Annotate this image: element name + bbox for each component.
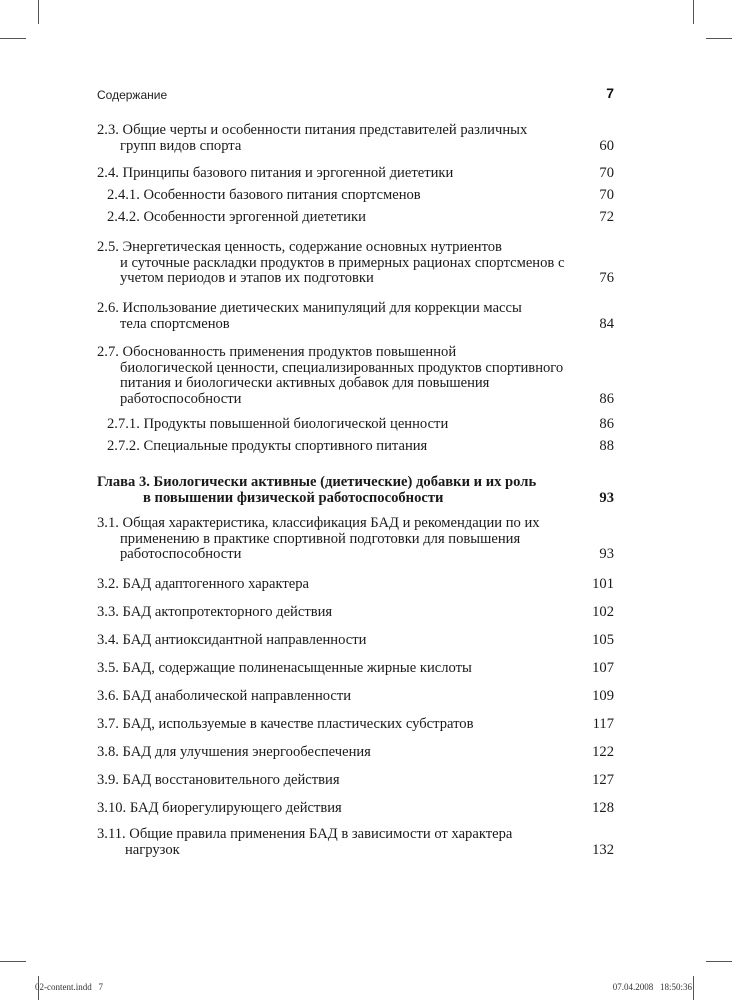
toc-entry-3-5[interactable] xyxy=(97,661,614,677)
crop-mark xyxy=(693,0,694,24)
toc-entry-title: 2.5. Энергетическая ценность, содержание основных нутриентов xyxy=(97,239,502,255)
toc-entry-title: 2.7.1. Продукты повышенной биологической ценности xyxy=(107,416,449,432)
toc-entry-title: 2.4.1. Особенности базового питания спортсменов xyxy=(107,187,421,203)
toc-entry-3-8[interactable] xyxy=(97,745,614,761)
crop-mark xyxy=(0,38,26,39)
toc-entry-title: 3.10. БАД биорегулирующего действия xyxy=(97,800,342,816)
toc-entry-page-number: 102 xyxy=(592,604,614,620)
toc-entry-2-4-1[interactable] xyxy=(97,188,614,204)
toc-entry-page-number: 132 xyxy=(592,841,614,858)
toc-entry-title: 3.2. БАД адаптогенного характера xyxy=(97,576,309,592)
footer-file-info: 02-content.indd 7 xyxy=(35,982,103,992)
toc-entry-2-6[interactable] xyxy=(97,301,614,332)
toc-entry-page-number: 117 xyxy=(592,716,614,732)
toc-entry-2-7[interactable] xyxy=(97,345,614,407)
toc-entry-page-number: 60 xyxy=(599,137,614,154)
toc-entry-title-continued: нагрузок xyxy=(125,841,180,858)
crop-mark xyxy=(693,976,694,1000)
toc-entry-3-10[interactable] xyxy=(97,801,614,817)
toc-entry-page-number: 93 xyxy=(599,489,614,506)
toc-entry-title: Глава 3. Биологически активные (диетические) добавки и их роль xyxy=(97,474,537,490)
crop-mark xyxy=(0,961,26,962)
toc-entry-3-1[interactable] xyxy=(97,516,614,563)
toc-entry-title: 2.4.2. Особенности эргогенной диететики xyxy=(107,209,366,225)
toc-entry-page-number: 70 xyxy=(599,187,614,203)
crop-mark xyxy=(38,0,39,24)
toc-entry-title-continued: в повышении физической работоспособности xyxy=(143,489,444,506)
toc-entry-title-continued: биологической ценности, специализированных продуктов спортивного питания и биологически активных добавок для повышения работоспособности xyxy=(120,359,564,407)
toc-entry-2-7-2[interactable] xyxy=(97,439,614,455)
toc-entry-title: 2.6. Использование диетических манипуляций для коррекции массы xyxy=(97,300,522,316)
running-head-title: Содержание xyxy=(97,88,168,102)
crop-mark xyxy=(706,961,732,962)
toc-entry-3-6[interactable] xyxy=(97,689,614,705)
toc-entry-title: 3.1. Общая характеристика, классификация БАД и рекомендации по их xyxy=(97,515,540,531)
page-number: 7 xyxy=(606,85,614,101)
toc-entry-3-9[interactable] xyxy=(97,773,614,789)
toc-entry-2-7-1[interactable] xyxy=(97,417,614,433)
toc-entry-page-number: 70 xyxy=(599,165,614,181)
toc-entry-page-number: 122 xyxy=(592,744,614,760)
crop-mark xyxy=(706,38,732,39)
toc-entry-page-number: 88 xyxy=(599,438,614,454)
toc-entry-page-number: 128 xyxy=(592,800,614,816)
toc-entry-2-4-2[interactable] xyxy=(97,210,614,226)
toc-entry-3-4[interactable] xyxy=(97,633,614,649)
toc-entry-3-7[interactable] xyxy=(97,717,614,733)
toc-entry-page-number: 107 xyxy=(592,660,614,676)
toc-entry-3-11[interactable] xyxy=(97,827,614,858)
toc-chapter-heading[interactable] xyxy=(97,475,614,506)
toc-entry-page-number: 127 xyxy=(592,772,614,788)
toc-entry-title-continued: применению в практике спортивной подготовки для повышения работоспособности xyxy=(120,530,521,562)
toc-entry-title: 2.7. Обоснованность применения продуктов повышенной xyxy=(97,344,457,360)
toc-entry-page-number: 109 xyxy=(592,688,614,704)
toc-entry-title: 3.5. БАД, содержащие полиненасыщенные жирные кислоты xyxy=(97,660,472,676)
toc-entry-title: 3.6. БАД анаболической направленности xyxy=(97,688,352,704)
toc-entry-title: 3.3. БАД актопротекторного действия xyxy=(97,604,333,620)
toc-entry-page-number: 72 xyxy=(599,209,614,225)
toc-entry-title: 3.8. БАД для улучшения энергообеспечения xyxy=(97,744,371,760)
toc-entry-title: 3.11. Общие правила применения БАД в зависимости от характера xyxy=(97,826,513,842)
toc-entry-title: 3.9. БАД восстановительного действия xyxy=(97,772,340,788)
toc-entry-page-number: 86 xyxy=(599,416,614,432)
toc-entry-page-number: 84 xyxy=(599,315,614,332)
toc-entry-title: 3.4. БАД антиоксидантной направленности xyxy=(97,632,367,648)
toc-entry-page-number: 105 xyxy=(592,632,614,648)
toc-entry-2-4[interactable] xyxy=(97,166,614,182)
toc-entry-title: 2.7.2. Специальные продукты спортивного питания xyxy=(107,438,428,454)
toc-entry-page-number: 86 xyxy=(599,390,614,407)
toc-entry-2-5[interactable] xyxy=(97,240,614,287)
toc-entry-2-3[interactable] xyxy=(97,123,614,154)
toc-entry-title-continued: и суточные раскладки продуктов в примерных рационах спортсменов с учетом периодов и этапов их подготовки xyxy=(120,254,565,286)
toc-entry-title: 2.4. Принципы базового питания и эргогенной диететики xyxy=(97,165,454,181)
toc-entry-title-continued: групп видов спорта xyxy=(120,137,242,154)
toc-entry-page-number: 93 xyxy=(599,546,614,562)
toc-entry-3-2[interactable] xyxy=(97,577,614,593)
footer-timestamp: 07.04.2008 18:50:36 xyxy=(612,982,692,992)
toc-entry-3-3[interactable] xyxy=(97,605,614,621)
toc-entry-title: 3.7. БАД, используемые в качестве пластических субстратов xyxy=(97,716,474,732)
toc-entry-title-continued: тела спортсменов xyxy=(120,315,230,332)
toc-entry-title: 2.3. Общие черты и особенности питания представителей различных xyxy=(97,122,528,138)
toc-entry-page-number: 101 xyxy=(592,576,614,592)
toc-entry-page-number: 76 xyxy=(599,270,614,286)
